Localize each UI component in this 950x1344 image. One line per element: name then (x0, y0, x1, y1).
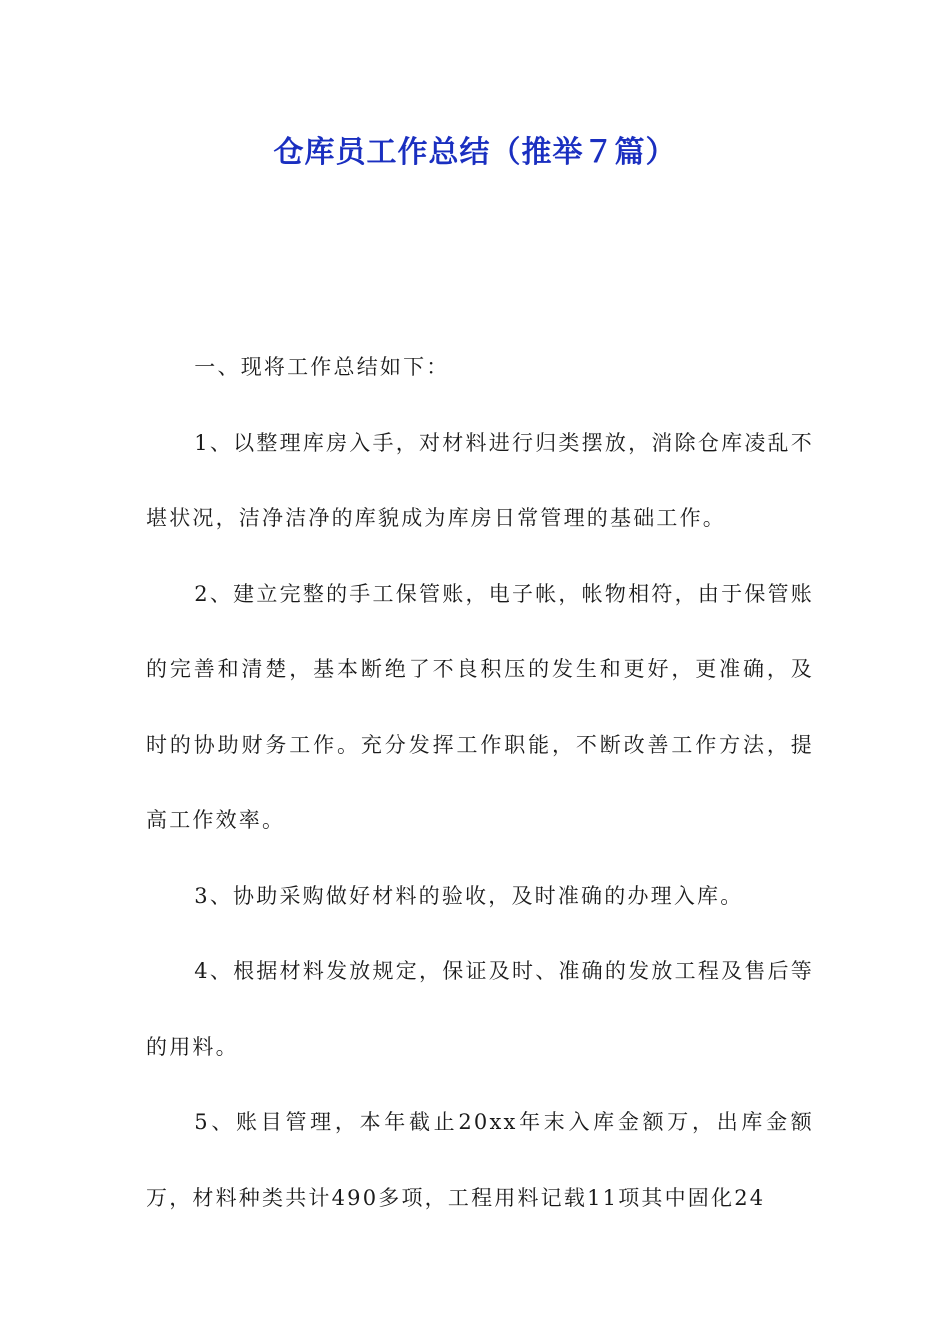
paragraph-intro: 一、现将工作总结如下： (194, 355, 450, 379)
paragraph-item-1: 1、以整理库房入手，对材料进行归类摆放，消除仓库凌乱不堪状况，洁净洁净的库貌成为库房日常管理的基础工作。 (146, 430, 814, 530)
paragraph-item-2: 2、建立完整的手工保管账，电子帐，帐物相符，由于保管账的完善和清楚，基本断绝了不良积压的发生和更好，更准确，及时的协助财务工作。充分发挥工作职能，不断改善工作方法，提高工作效率。 (146, 581, 814, 832)
paragraph-item-5: 5、账目管理，本年截止20xx年末入库金额万，出库金额万，材料种类共计490多项，工程用料记载11项其中固化24 (146, 1110, 814, 1210)
document-title: 仓库员工作总结（推举７篇） (273, 135, 677, 170)
paragraph-item-4: 4、根据材料发放规定，保证及时、准确的发放工程及售后等的用料。 (146, 959, 814, 1059)
paragraph-item-3: 3、协助采购做好材料的验收，及时准确的办理入库。 (194, 883, 744, 908)
document-body (146, 330, 814, 1236)
